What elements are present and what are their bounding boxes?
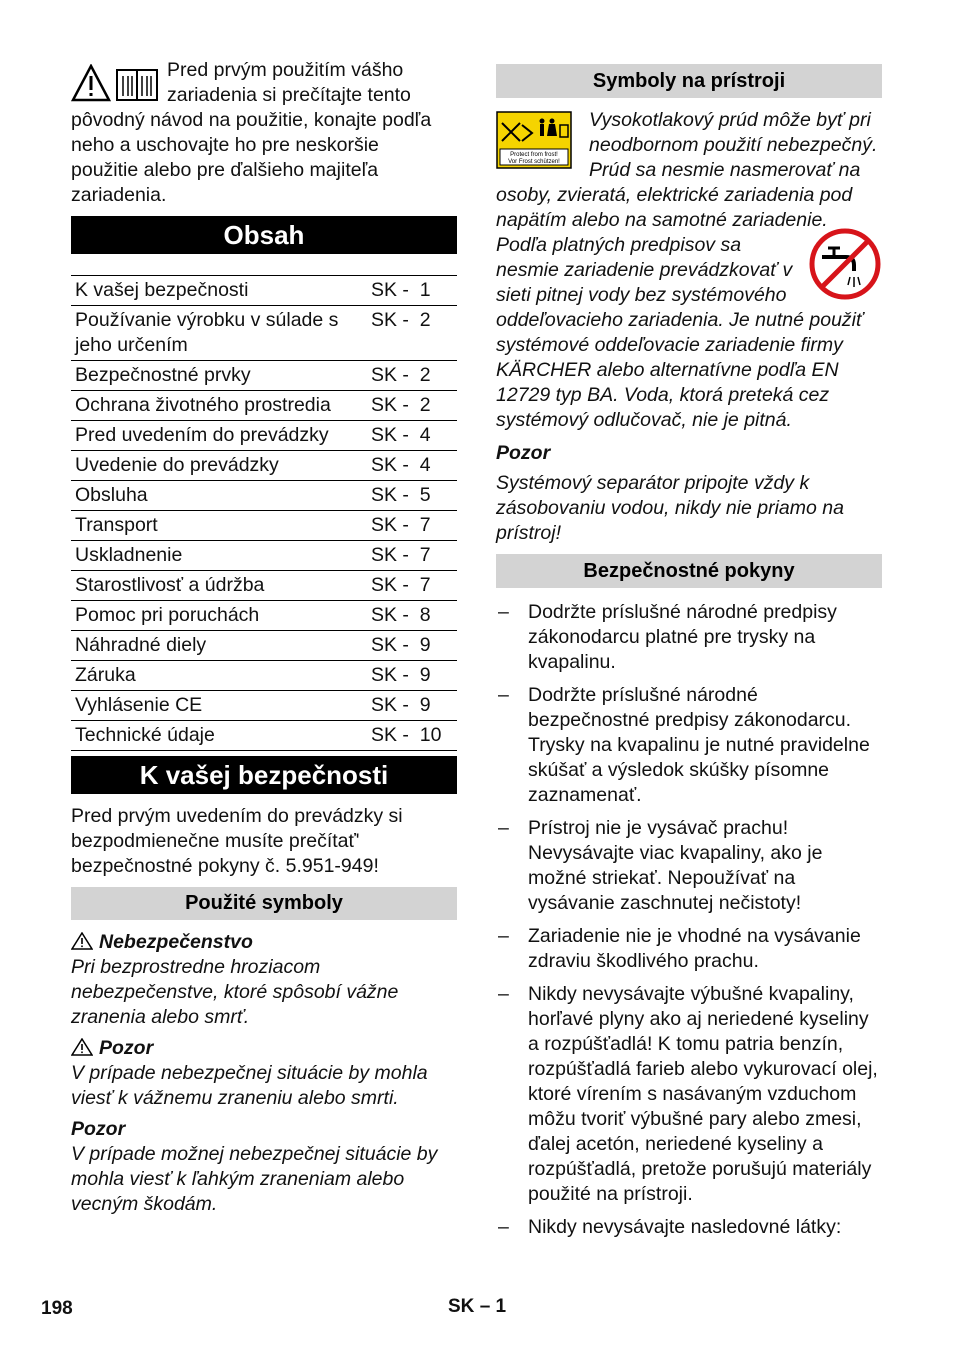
toc-label: Náhradné diely (71, 631, 367, 661)
water-warning-text: Podľa platných predpisov sa nesmie zariadenie prevádzkovať v sieti pitnej vody bez systémového oddeľovacieho zariadenia. Je nutné použiť systémové oddeľovacie zariadenie firmy KÄRCHER alebo alternatívne podľa EN 12729 typ BA. Voda, ktorá preteká cez systémový odlučovač, nie je pitná. (496, 234, 863, 431)
toc-label: Bezpečnostné prvky (71, 361, 367, 391)
intro-line: pôvodný návod na použitie, konajte podľa (71, 109, 432, 131)
page-number: 198 (41, 1298, 73, 1319)
left-column (71, 58, 457, 1217)
toc-label: K vašej bezpečnosti (71, 276, 367, 306)
toc-label: Pomoc pri poruchách (71, 601, 367, 631)
toc-row (71, 691, 457, 721)
toc-row (71, 541, 457, 571)
toc-row (71, 721, 457, 751)
toc-page: SK - 10 (367, 721, 457, 751)
toc-page: SK - 7 (367, 571, 457, 601)
footer-section-page: – 1 (479, 1296, 507, 1317)
caution-block (71, 1117, 457, 1217)
list-item (496, 683, 882, 808)
toc-row (71, 451, 457, 481)
toc-row (71, 571, 457, 601)
toc-row (71, 631, 457, 661)
toc-page: SK - 5 (367, 481, 457, 511)
warning-triangle-icon (71, 932, 93, 950)
dash-marker: – (498, 1216, 509, 1238)
warning-triangle-icon (71, 1038, 93, 1056)
toc-page: SK - 4 (367, 451, 457, 481)
jet-warning-text: Vysokotlakový prúd môže byť pri neodbornom použití nebezpečný. Prúd sa nesmie nasmerovať na osoby, zvieratá, elektrické zariadenia pod napätím alebo na samotné zariadenie. (496, 109, 878, 231)
list-item (496, 1215, 882, 1240)
water-warning-block (496, 233, 882, 433)
toc-row (71, 361, 457, 391)
toc-label: Technické údaje (71, 721, 367, 751)
danger-text: Pri bezprostredne hroziacom nebezpečenstve, ktoré spôsobí vážne zranenia alebo smrť. (71, 956, 399, 1028)
toc-label: Uskladnenie (71, 541, 367, 571)
caution-label: Pozor (71, 1118, 126, 1140)
intro-block (71, 58, 457, 208)
toc-row (71, 661, 457, 691)
toc-row (71, 511, 457, 541)
dash-marker: – (498, 817, 509, 839)
toc-page: SK - 2 (367, 391, 457, 421)
toc-page: SK - 7 (367, 541, 457, 571)
toc-row (71, 481, 457, 511)
dash-marker: – (498, 684, 509, 706)
danger-block (71, 930, 457, 1030)
jet-warning-block (496, 108, 882, 233)
toc-heading: Obsah (71, 216, 457, 254)
toc-row (71, 306, 457, 361)
toc-label: Používanie výrobku v súlade s jeho určením (71, 306, 367, 361)
list-item (496, 600, 882, 675)
device-caution-text: Systémový separátor pripojte vždy k zásobovaniu vodou, nikdy nie priamo na prístroj! (496, 472, 844, 544)
toc-label: Ochrana životného prostredia (71, 391, 367, 421)
toc-page: SK - 4 (367, 421, 457, 451)
warning-manual-icon (71, 64, 161, 104)
label-text-en: Protect from frost! (510, 152, 558, 158)
dash-marker: – (498, 983, 509, 1005)
toc-label: Záruka (71, 661, 367, 691)
footer-section (448, 1294, 506, 1319)
toc-label: Transport (71, 511, 367, 541)
safety-heading: K vašej bezpečnosti (71, 756, 457, 794)
right-column (496, 64, 882, 1248)
intro-line: neho a uschovajte ho pre neskoršie (71, 134, 379, 156)
instructions-heading: Bezpečnostné pokyny (496, 554, 882, 588)
symbols-heading: Použité symboly (71, 887, 457, 920)
high-pressure-jet-warning-icon (496, 111, 572, 169)
warning-block (71, 1036, 457, 1111)
toc-label: Vyhlásenie CE (71, 691, 367, 721)
footer-lang: SK (448, 1296, 475, 1317)
toc-page: SK - 9 (367, 691, 457, 721)
toc-page: SK - 2 (367, 306, 457, 361)
toc-page: SK - 8 (367, 601, 457, 631)
list-item-text: Nikdy nevysávajte výbušné kvapaliny, horľavé plyny ako aj neriedené kyseliny a rozpúšťadlá! K tomu patria benzín, rozpúšťadlá farieb alebo vykurovací olej, ktoré vírením s nasávaným vzduchom môžu tvoriť výbušné pary alebo zmesi, ďalej acetón, neriedené kyseliny a rozpúšťadlá, pretože porušujú materiály použité na prístroji. (528, 983, 878, 1205)
dash-marker: – (498, 601, 509, 623)
toc-label: Pred uvedením do prevádzky (71, 421, 367, 451)
no-drinking-water-icon (808, 227, 882, 301)
toc-page: SK - 1 (367, 276, 457, 306)
toc-table (71, 275, 457, 751)
toc-label: Obsluha (71, 481, 367, 511)
caution-text: V prípade možnej nebezpečnej situácie by mohla viesť k ľahkým zraneniam alebo vecným škodám. (71, 1143, 438, 1215)
list-item-text: Prístroj nie je vysávač prachu! Nevysávajte viac kvapaliny, ako je možné striekať. Nepoužívať na vysávanie zaschnutej nečistoty! (528, 817, 823, 914)
toc-label: Uvedenie do prevádzky (71, 451, 367, 481)
toc-row (71, 601, 457, 631)
list-item-text: Dodržte príslušné národné bezpečnostné predpisy zákonodarcu. Trysky na kvapalinu je nutné pravidelne skúšať a výsledok skúšky písomne zaznamenať. (528, 684, 870, 806)
toc-page: SK - 2 (367, 361, 457, 391)
device-caution-block (496, 441, 882, 546)
toc-page: SK - 9 (367, 631, 457, 661)
toc-page: SK - 7 (367, 511, 457, 541)
device-caution-label: Pozor (496, 442, 551, 464)
dash-marker: – (498, 925, 509, 947)
warning-label: Pozor (99, 1037, 154, 1059)
toc-label: Starostlivosť a údržba (71, 571, 367, 601)
list-item-text: Zariadenie nie je vhodné na vysávanie zdraviu škodlivého prachu. (528, 925, 861, 972)
warning-text: V prípade nebezpečnej situácie by mohla viesť k vážnemu zraneniu alebo smrti. (71, 1062, 428, 1109)
instructions-list (496, 600, 882, 1240)
toc-row (71, 276, 457, 306)
intro-line: Pred prvým použitím vášho (167, 59, 404, 81)
safety-intro: Pred prvým uvedením do prevádzky si bezpodmienečne musíte prečítať' bezpečnostné pokyny č. 5.951-949! (71, 805, 403, 877)
list-item (496, 982, 882, 1207)
list-item (496, 816, 882, 916)
list-item-text: Nikdy nevysávajte nasledovné látky: (528, 1216, 842, 1238)
toc-row (71, 391, 457, 421)
device-symbols-heading: Symboly na prístroji (496, 64, 882, 98)
intro-line: zariadenia si prečítajte tento (167, 84, 411, 106)
toc-row (71, 421, 457, 451)
intro-line: použitie alebo pre ďalšieho majiteľa (71, 159, 379, 181)
label-text-de: Vor Frost schützen! (508, 159, 560, 165)
danger-label: Nebezpečenstvo (99, 931, 253, 953)
toc-page: SK - 9 (367, 661, 457, 691)
intro-line: zariadenia. (71, 184, 167, 206)
list-item (496, 924, 882, 974)
list-item-text: Dodržte príslušné národné predpisy zákonodarcu platné pre trysky na kvapalinu. (528, 601, 837, 673)
